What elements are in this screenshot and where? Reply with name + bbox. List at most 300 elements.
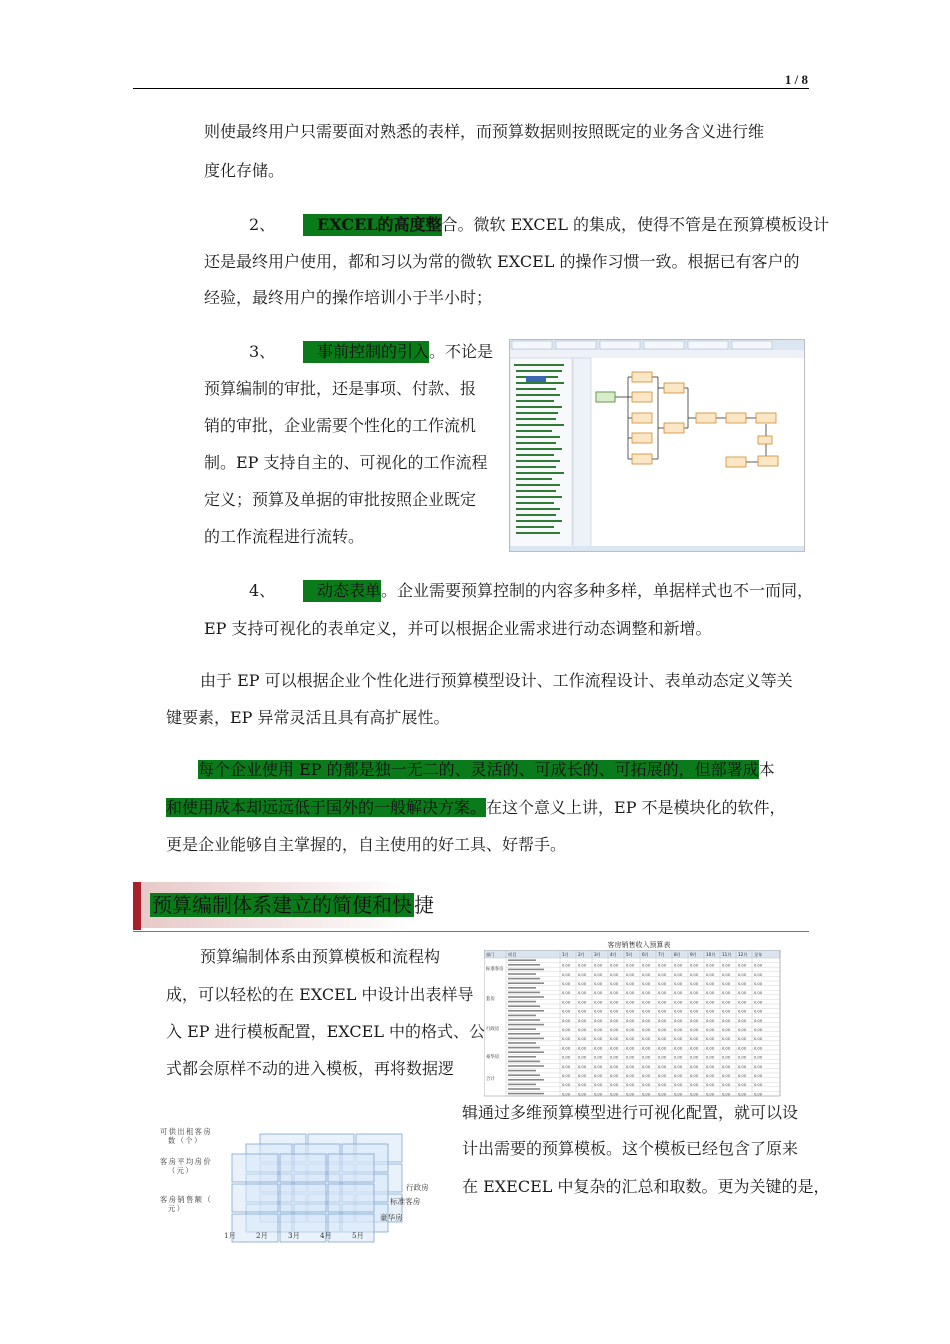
table-group-label: 豪华房 — [486, 1055, 500, 1060]
table-cell: 0.00 — [706, 1074, 715, 1078]
item3-line: 制。EP 支持自主的、可视化的工作流程 — [204, 453, 488, 472]
table-cell: 0.00 — [738, 982, 747, 986]
table-cell: 0.00 — [594, 1055, 603, 1060]
table-cell: 0.00 — [594, 1018, 603, 1023]
table-cell: 0.00 — [578, 1083, 587, 1088]
table-cell: 0.00 — [738, 1018, 747, 1023]
table-cell: 0.00 — [626, 1046, 635, 1051]
table-cell: 0.00 — [642, 1055, 651, 1060]
table-cell: 0.00 — [642, 1028, 651, 1032]
table-cell: 0.00 — [658, 963, 667, 968]
table-cell: 0.00 — [578, 1000, 587, 1005]
table-cell: 0.00 — [626, 1055, 635, 1060]
table-cell: 0.00 — [578, 972, 587, 977]
item4-rest: 。企业需要预算控制的内容多种多样，单据样式也不一而同， — [381, 581, 814, 600]
cube-row-label-2: 元） — [168, 1204, 186, 1213]
table-cell: 0.00 — [578, 1074, 587, 1078]
table-cell: 0.00 — [594, 972, 603, 977]
table-cell: 0.00 — [594, 1064, 603, 1069]
table-cell: 0.00 — [610, 1009, 619, 1014]
table-cell: 0.00 — [642, 1009, 651, 1014]
table-cell: 0.00 — [674, 1074, 683, 1078]
table-cell: 0.00 — [562, 1055, 571, 1060]
table-cell: 0.00 — [626, 1028, 635, 1032]
table-cell: 0.00 — [690, 1018, 699, 1023]
table-cell: 0.00 — [626, 1000, 635, 1005]
table-cell: 0.00 — [578, 1018, 587, 1023]
table-cell: 0.00 — [626, 1018, 635, 1023]
cube-cell — [328, 1154, 374, 1182]
table-cell: 0.00 — [658, 1000, 667, 1005]
item4-heading — [303, 580, 813, 602]
para6-highlight-2: 和使用成本却远远低于国外的一般解决方案。 — [166, 798, 487, 817]
cube-diagram — [158, 1116, 458, 1248]
table-cell: 0.00 — [754, 972, 763, 977]
table-cell: 0.00 — [658, 1037, 667, 1042]
item3-line: 预算编制的审批，还是事项、付款、报 — [204, 379, 477, 398]
table-cell: 0.00 — [578, 1009, 587, 1014]
table-cell: 0.00 — [562, 1028, 571, 1032]
table-row-label — [508, 1051, 544, 1053]
table-cell: 0.00 — [562, 1092, 571, 1097]
table-cell: 0.00 — [674, 1028, 683, 1032]
cube-cell — [232, 1184, 278, 1212]
table-cell: 0.00 — [642, 1000, 651, 1005]
table-cell: 0.00 — [754, 1083, 763, 1088]
table-cell: 0.00 — [722, 982, 731, 986]
item3-rest: 。不论是 — [429, 342, 494, 361]
table-row-label — [508, 1061, 540, 1063]
table-cell: 0.00 — [658, 1083, 667, 1088]
item3-line: 销的审批，企业需要个性化的工作流机 — [204, 416, 477, 435]
table-cell: 0.00 — [738, 1028, 747, 1032]
para6-line2: 和使用成本却远远低于国外的一般解决方案。在这个意义上讲，EP 不是模块化的软件， — [166, 798, 786, 817]
table-row-label — [508, 1033, 540, 1035]
table-cell: 0.00 — [674, 1092, 683, 1097]
table-cell: 0.00 — [690, 1083, 699, 1088]
table-row-label — [508, 1088, 540, 1090]
workflow-screenshot — [509, 339, 805, 552]
para7-line: 预算编制体系由预算模板和流程构 — [200, 947, 441, 966]
table-cell: 0.00 — [610, 1000, 619, 1005]
table-row-label — [508, 982, 544, 984]
table-cell: 0.00 — [642, 1046, 651, 1051]
section-heading: 预算编制体系建立的简便和快 捷 — [152, 893, 434, 917]
table-cell: 0.00 — [706, 1092, 715, 1097]
para6-line1: 每个企业使用 EP 的都是独一无二的、灵活的、可成长的、可拓展的，但部署成本 — [198, 760, 775, 779]
table-cell: 0.00 — [690, 1037, 699, 1042]
table-cell: 0.00 — [754, 1000, 763, 1005]
para7-right-line: 辑通过多维预算模型进行可视化配置，就可以设 — [462, 1103, 799, 1122]
table-row-label — [508, 964, 540, 966]
table-cell: 0.00 — [722, 1064, 731, 1069]
table-cell: 0.00 — [754, 1018, 763, 1023]
table-cell: 0.00 — [594, 1009, 603, 1014]
table-cell: 0.00 — [658, 1009, 667, 1014]
table-row-label — [508, 1047, 540, 1049]
table-row-label — [508, 1056, 536, 1058]
table-header-cell: 3月 — [594, 952, 601, 957]
table-row-label — [508, 973, 536, 975]
table-cell: 0.00 — [738, 1092, 747, 1097]
table-cell: 0.00 — [642, 1092, 651, 1097]
cube-cell — [328, 1184, 374, 1212]
table-cell: 0.00 — [610, 982, 619, 986]
table-group-label: 标准客房 — [486, 967, 504, 972]
table-cell: 0.00 — [674, 982, 683, 986]
table-cell: 0.00 — [674, 1046, 683, 1051]
table-cell: 0.00 — [562, 991, 571, 996]
table-cell: 0.00 — [690, 982, 699, 986]
table-cell: 0.00 — [754, 1009, 763, 1014]
table-cell: 0.00 — [626, 991, 635, 996]
table-cell: 0.00 — [626, 1074, 635, 1078]
table-header-cell: 全年 — [754, 952, 763, 957]
table-row-label — [508, 959, 536, 961]
table-cell: 0.00 — [562, 982, 571, 986]
table-cell: 0.00 — [738, 1083, 747, 1088]
table-cell: 0.00 — [722, 1083, 731, 1088]
table-cell: 0.00 — [690, 1028, 699, 1032]
para7-right-line: 计出需要的预算模板。这个模板已经包含了原来 — [462, 1139, 799, 1158]
table-cell: 0.00 — [754, 1046, 763, 1051]
budget-table — [484, 950, 794, 1100]
table-row-label — [508, 1079, 544, 1081]
table-cell: 0.00 — [578, 963, 587, 968]
table-cell: 0.00 — [626, 1037, 635, 1042]
table-cell: 0.00 — [642, 972, 651, 977]
table-row-label — [508, 1015, 536, 1017]
table-cell: 0.00 — [562, 1000, 571, 1005]
table-cell: 0.00 — [562, 1074, 571, 1078]
cube-month-label: 5月 — [352, 1231, 364, 1240]
table-cell: 0.00 — [626, 1009, 635, 1014]
table-cell: 0.00 — [738, 991, 747, 996]
table-header-cell: 7月 — [658, 952, 665, 957]
table-cell: 0.00 — [626, 1092, 635, 1097]
table-header-cell: 项目 — [508, 952, 517, 957]
table-cell: 0.00 — [754, 963, 763, 968]
heading-bar — [133, 882, 141, 930]
table-cell: 0.00 — [578, 1092, 587, 1097]
table-cell: 0.00 — [690, 1074, 699, 1078]
table-cell: 0.00 — [738, 1074, 747, 1078]
para5-line1: 由于 EP 可以根据企业个性化进行预算模型设计、工作流程设计、表单动态定义等关 — [200, 671, 793, 690]
table-group-label: 合计 — [486, 1077, 495, 1082]
item3-highlight: 事前控制的引入 — [303, 341, 429, 363]
table-cell: 0.00 — [738, 1064, 747, 1069]
table-cell: 0.00 — [594, 1000, 603, 1005]
table-cell: 0.00 — [658, 982, 667, 986]
table-cell: 0.00 — [578, 982, 587, 986]
table-cell: 0.00 — [706, 1037, 715, 1042]
table-cell: 0.00 — [594, 982, 603, 986]
table-row-label — [508, 1024, 544, 1026]
table-cell: 0.00 — [594, 1037, 603, 1042]
cube-cell — [232, 1154, 278, 1182]
table-cell: 0.00 — [578, 1064, 587, 1069]
table-cell: 0.00 — [722, 1074, 731, 1078]
table-row-label — [508, 1093, 544, 1095]
table-cell: 0.00 — [658, 1055, 667, 1060]
table-cell: 0.00 — [738, 963, 747, 968]
table-cell: 0.00 — [674, 1064, 683, 1069]
table-cell: 0.00 — [658, 1028, 667, 1032]
item2-number: 2、 — [249, 215, 276, 234]
table-cell: 0.00 — [594, 1092, 603, 1097]
para7-line: 成，可以轻松的在 EXCEL 中设计出表样导 — [166, 985, 474, 1004]
table-cell: 0.00 — [610, 1064, 619, 1069]
table-cell: 0.00 — [594, 1046, 603, 1051]
table-cell: 0.00 — [722, 991, 731, 996]
table-cell: 0.00 — [658, 972, 667, 977]
para6-highlight-1: 每个企业使用 EP 的都是独一无二的、灵活的、可成长的、可拓展的，但部署成 — [198, 760, 759, 779]
table-cell: 0.00 — [754, 1037, 763, 1042]
table-cell: 0.00 — [674, 1055, 683, 1060]
cube-month-label: 1月 — [224, 1231, 236, 1240]
table-cell: 0.00 — [674, 1037, 683, 1042]
table-cell: 0.00 — [658, 991, 667, 996]
table-cell: 0.00 — [690, 963, 699, 968]
table-cell: 0.00 — [578, 1055, 587, 1060]
table-cell: 0.00 — [722, 1000, 731, 1005]
table-cell: 0.00 — [610, 1055, 619, 1060]
cube-row-label: 客房平均房价 — [160, 1157, 213, 1166]
item3-heading — [303, 341, 493, 363]
table-cell: 0.00 — [706, 982, 715, 986]
table-cell: 0.00 — [562, 963, 571, 968]
cube-month-label: 2月 — [256, 1231, 268, 1240]
item4-line2: EP 支持可视化的表单定义，并可以根据企业需求进行动态调整和新增。 — [204, 619, 712, 638]
item4-number: 4、 — [249, 581, 276, 600]
table-cell: 0.00 — [642, 982, 651, 986]
heading-rule — [133, 931, 809, 932]
table-header-cell: 1月 — [562, 952, 569, 957]
table-cell: 0.00 — [690, 1064, 699, 1069]
table-cell: 0.00 — [722, 1055, 731, 1060]
table-header-cell: 5月 — [626, 952, 633, 957]
item4-highlight: 动态表单 — [303, 580, 381, 602]
para7-right-line: 在 EXECEL 中复杂的汇总和取数。更为关键的是， — [462, 1177, 830, 1196]
table-cell: 0.00 — [658, 1092, 667, 1097]
table-cell: 0.00 — [594, 963, 603, 968]
para1-line2: 度化存储。 — [204, 161, 285, 180]
item2-rest: 。微软 EXCEL 的集成，使得不管是在预算模板设计 — [457, 215, 830, 234]
table-cell: 0.00 — [706, 1083, 715, 1088]
table-cell: 0.00 — [722, 972, 731, 977]
table-cell: 0.00 — [610, 963, 619, 968]
table-cell: 0.00 — [674, 972, 683, 977]
table-row-label — [508, 1019, 540, 1021]
cube-month-label: 3月 — [288, 1231, 300, 1240]
table-cell: 0.00 — [626, 982, 635, 986]
header-rule — [133, 88, 809, 89]
budget-table-figure — [484, 940, 794, 1100]
table-row-label — [508, 1001, 536, 1003]
cube-depth-label: 豪华房 — [380, 1213, 403, 1222]
table-cell: 0.00 — [642, 1083, 651, 1088]
item2-highlight: EXCEL的高度整 — [303, 214, 442, 236]
table-cell: 0.00 — [562, 1037, 571, 1042]
table-cell: 0.00 — [738, 1009, 747, 1014]
table-header-cell: 9月 — [690, 952, 697, 957]
table-cell: 0.00 — [706, 1046, 715, 1051]
table-cell: 0.00 — [706, 963, 715, 968]
table-header-cell: 11月 — [722, 952, 732, 957]
table-cell: 0.00 — [754, 1064, 763, 1069]
table-row-label — [508, 1042, 536, 1044]
item3-line: 的工作流程进行流转。 — [204, 527, 365, 546]
table-row-label — [508, 1084, 536, 1086]
budget-table-title: 客房销售收入预算表 — [607, 941, 671, 949]
table-cell: 0.00 — [674, 991, 683, 996]
table-header-cell: 4月 — [610, 952, 617, 957]
table-cell: 0.00 — [610, 1018, 619, 1023]
table-cell: 0.00 — [642, 1037, 651, 1042]
item2-heading: EXCEL的高度整合。微软 EXCEL 的集成，使得不管是在预算模板设计 — [303, 214, 829, 236]
table-cell: 0.00 — [674, 1018, 683, 1023]
table-cell: 0.00 — [578, 1037, 587, 1042]
table-header-cell: 6月 — [642, 952, 649, 957]
table-cell: 0.00 — [690, 972, 699, 977]
cube-row-label-2: （元） — [168, 1166, 195, 1175]
section-heading-highlight: 预算编制体系建立的简便和快 — [152, 893, 412, 917]
table-cell: 0.00 — [674, 1000, 683, 1005]
table-cell: 0.00 — [594, 1028, 603, 1032]
table-cell: 0.00 — [610, 1074, 619, 1078]
table-cell: 0.00 — [658, 1046, 667, 1051]
table-cell: 0.00 — [658, 1064, 667, 1069]
table-header-cell: 12月 — [738, 952, 748, 957]
table-row-label — [508, 978, 540, 980]
cube-row-label: 可供出租客房 — [160, 1127, 213, 1136]
table-cell: 0.00 — [722, 1028, 731, 1032]
table-cell: 0.00 — [690, 1055, 699, 1060]
table-cell: 0.00 — [674, 1009, 683, 1014]
table-cell: 0.00 — [594, 1083, 603, 1088]
table-cell: 0.00 — [578, 1046, 587, 1051]
table-cell: 0.00 — [626, 1064, 635, 1069]
table-cell: 0.00 — [738, 1037, 747, 1042]
para7-line: 式都会原样不动的进入模板，再将数据逻 — [166, 1059, 455, 1078]
item3-line: 定义；预算及单据的审批按照企业既定 — [204, 490, 477, 509]
table-row-label — [508, 1065, 544, 1067]
table-row-label — [508, 1005, 540, 1007]
table-cell: 0.00 — [642, 963, 651, 968]
table-cell: 0.00 — [642, 991, 651, 996]
table-cell: 0.00 — [754, 982, 763, 986]
table-cell: 0.00 — [562, 972, 571, 977]
table-cell: 0.00 — [722, 1037, 731, 1042]
table-cell: 0.00 — [610, 1028, 619, 1032]
table-cell: 0.00 — [562, 1083, 571, 1088]
table-cell: 0.00 — [738, 1000, 747, 1005]
table-cell: 0.00 — [610, 1037, 619, 1042]
table-header-cell: 2月 — [578, 952, 585, 957]
table-cell: 0.00 — [594, 991, 603, 996]
table-cell: 0.00 — [610, 1046, 619, 1051]
cube-depth-label: 行政房 — [406, 1183, 429, 1192]
table-cell: 0.00 — [626, 1083, 635, 1088]
table-row-label — [508, 1070, 536, 1072]
table-cell: 0.00 — [738, 972, 747, 977]
table-cell: 0.00 — [658, 1074, 667, 1078]
cube-month-label: 4月 — [320, 1231, 332, 1240]
table-cell: 0.00 — [706, 972, 715, 977]
cube-cell — [328, 1214, 374, 1242]
table-group-label: 套房 — [486, 997, 495, 1002]
table-cell: 0.00 — [626, 963, 635, 968]
table-cell: 0.00 — [722, 1018, 731, 1023]
para1-line1: 则使最终用户只需要面对熟悉的表样，而预算数据则按照既定的业务含义进行维 — [204, 122, 765, 141]
table-group-label: 行政房 — [486, 1027, 500, 1032]
table-cell: 0.00 — [754, 1074, 763, 1078]
table-cell: 0.00 — [610, 991, 619, 996]
table-cell: 0.00 — [706, 1018, 715, 1023]
table-cell: 0.00 — [738, 1055, 747, 1060]
cube-figure — [158, 1116, 458, 1248]
table-cell: 0.00 — [658, 1018, 667, 1023]
table-cell: 0.00 — [626, 972, 635, 977]
table-cell: 0.00 — [738, 1046, 747, 1051]
table-cell: 0.00 — [562, 1018, 571, 1023]
table-cell: 0.00 — [722, 963, 731, 968]
table-cell: 0.00 — [690, 1092, 699, 1097]
table-cell: 0.00 — [690, 991, 699, 996]
page-number: 1 / 8 — [784, 72, 808, 87]
table-cell: 0.00 — [610, 1092, 619, 1097]
table-cell: 0.00 — [562, 1046, 571, 1051]
table-cell: 0.00 — [642, 1074, 651, 1078]
cube-cell — [232, 1214, 278, 1242]
table-cell: 0.00 — [706, 1064, 715, 1069]
table-cell: 0.00 — [690, 1009, 699, 1014]
table-cell: 0.00 — [690, 1000, 699, 1005]
table-cell: 0.00 — [754, 1055, 763, 1060]
table-header-cell: 10月 — [706, 952, 716, 957]
table-cell: 0.00 — [722, 1046, 731, 1051]
table-cell: 0.00 — [578, 991, 587, 996]
table-cell: 0.00 — [706, 991, 715, 996]
table-row-label — [508, 1010, 544, 1012]
table-cell: 0.00 — [578, 1028, 587, 1032]
table-row-label — [508, 987, 536, 989]
table-cell: 0.00 — [754, 1028, 763, 1032]
table-cell: 0.00 — [706, 1009, 715, 1014]
table-cell: 0.00 — [706, 1000, 715, 1005]
workflow-diagram — [510, 340, 804, 551]
table-header-cell: 8月 — [674, 952, 681, 957]
table-row-label — [508, 1074, 540, 1076]
cube-cell — [280, 1184, 326, 1212]
para7-line: 入 EP 进行模板配置，EXCEL 中的格式、公 — [166, 1022, 486, 1041]
table-cell: 0.00 — [754, 991, 763, 996]
table-cell: 0.00 — [674, 1083, 683, 1088]
item3-number: 3、 — [249, 342, 276, 361]
table-cell: 0.00 — [594, 1074, 603, 1078]
table-cell: 0.00 — [562, 1064, 571, 1069]
table-row-label — [508, 969, 544, 971]
cube-row-label-2: 数（个） — [168, 1136, 203, 1145]
table-row-label — [508, 1028, 536, 1030]
table-cell: 0.00 — [610, 1083, 619, 1088]
item2-line3: 经验，最终用户的操作培训小于半小时； — [204, 288, 493, 307]
table-cell: 0.00 — [690, 1046, 699, 1051]
cube-depth-label: 标准客房 — [390, 1197, 421, 1206]
table-row-label — [508, 992, 540, 994]
table-cell: 0.00 — [674, 963, 683, 968]
table-cell: 0.00 — [706, 1028, 715, 1032]
